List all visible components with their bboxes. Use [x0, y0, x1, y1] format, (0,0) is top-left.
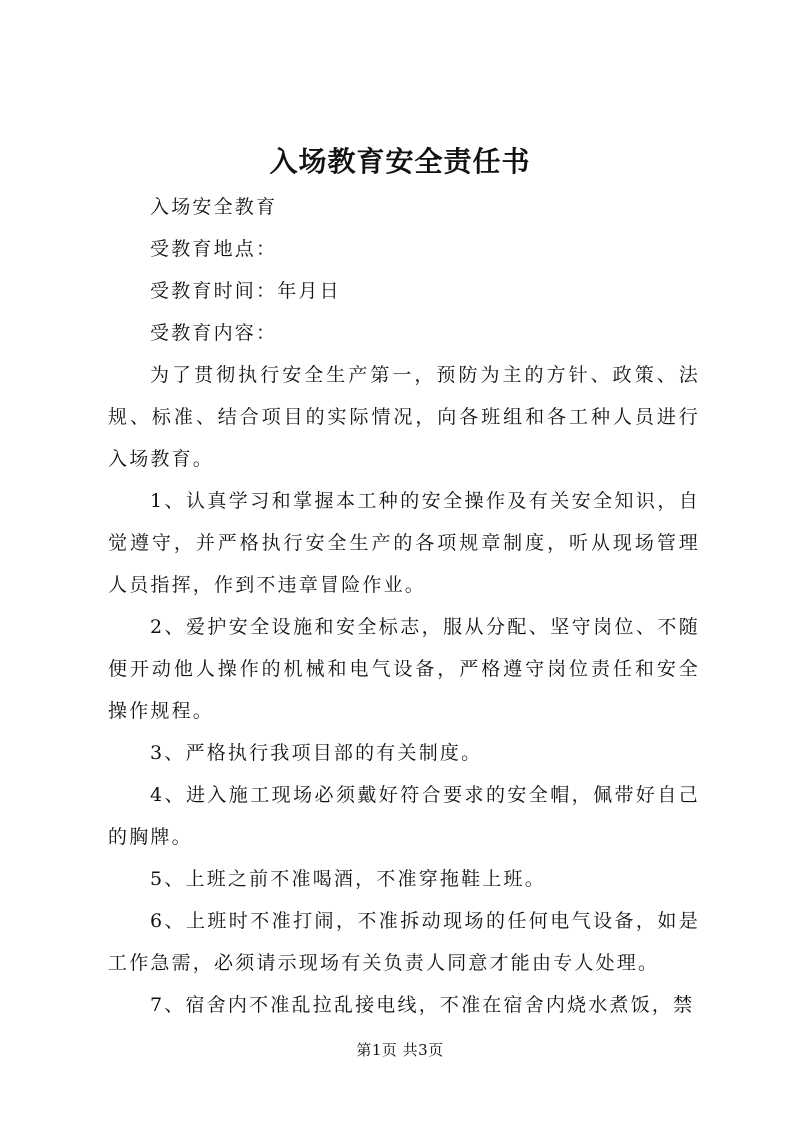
paragraph-rule-3: 3、严格执行我项目部的有关制度。: [150, 742, 483, 764]
paragraph-rule-1: 1、认真学习和掌握本工种的安全操作及有关安全知识，自觉遵守，并严格执行安全生产的各项规章制度，听从现场管理人员指挥，作到不违章冒险作业。: [108, 490, 700, 596]
paragraph-rule-6: 6、上班时不准打闹，不准拆动现场的任何电气设备，如是工作急需，必须请示现场有关负责人同意才能由专人处理。: [108, 910, 700, 974]
paragraph-section-heading: 入场安全教育: [150, 196, 278, 218]
paragraph-location: 受教育地点：: [150, 238, 278, 260]
document-title: 入场教育安全责任书: [269, 145, 531, 178]
page-number-footer: 第1页 共3页: [356, 1041, 444, 1059]
paragraph-rule-5: 5、上班之前不准喝酒，不准穿拖鞋上班。: [150, 868, 546, 890]
paragraph-rule-7: 7、宿舍内不准乱拉乱接电线，不准在宿舍内烧水煮饭，禁: [150, 994, 695, 1016]
paragraph-time: 受教育时间：年月日: [150, 280, 341, 302]
paragraph-intro: 为了贯彻执行安全生产第一，预防为主的方针、政策、法规、标准、结合项目的实际情况，向各班组和各工种人员进行入场教育。: [108, 364, 700, 470]
paragraph-content-label: 受教育内容：: [150, 322, 278, 344]
document-body: [108, 186, 700, 1026]
paragraph-rule-4: 4、进入施工现场必须戴好符合要求的安全帽，佩带好自己的胸牌。: [108, 784, 700, 848]
paragraph-rule-2: 2、爱护安全设施和安全标志，服从分配、坚守岗位、不随便开动他人操作的机械和电气设备，严格遵守岗位责任和安全操作规程。: [108, 616, 700, 722]
